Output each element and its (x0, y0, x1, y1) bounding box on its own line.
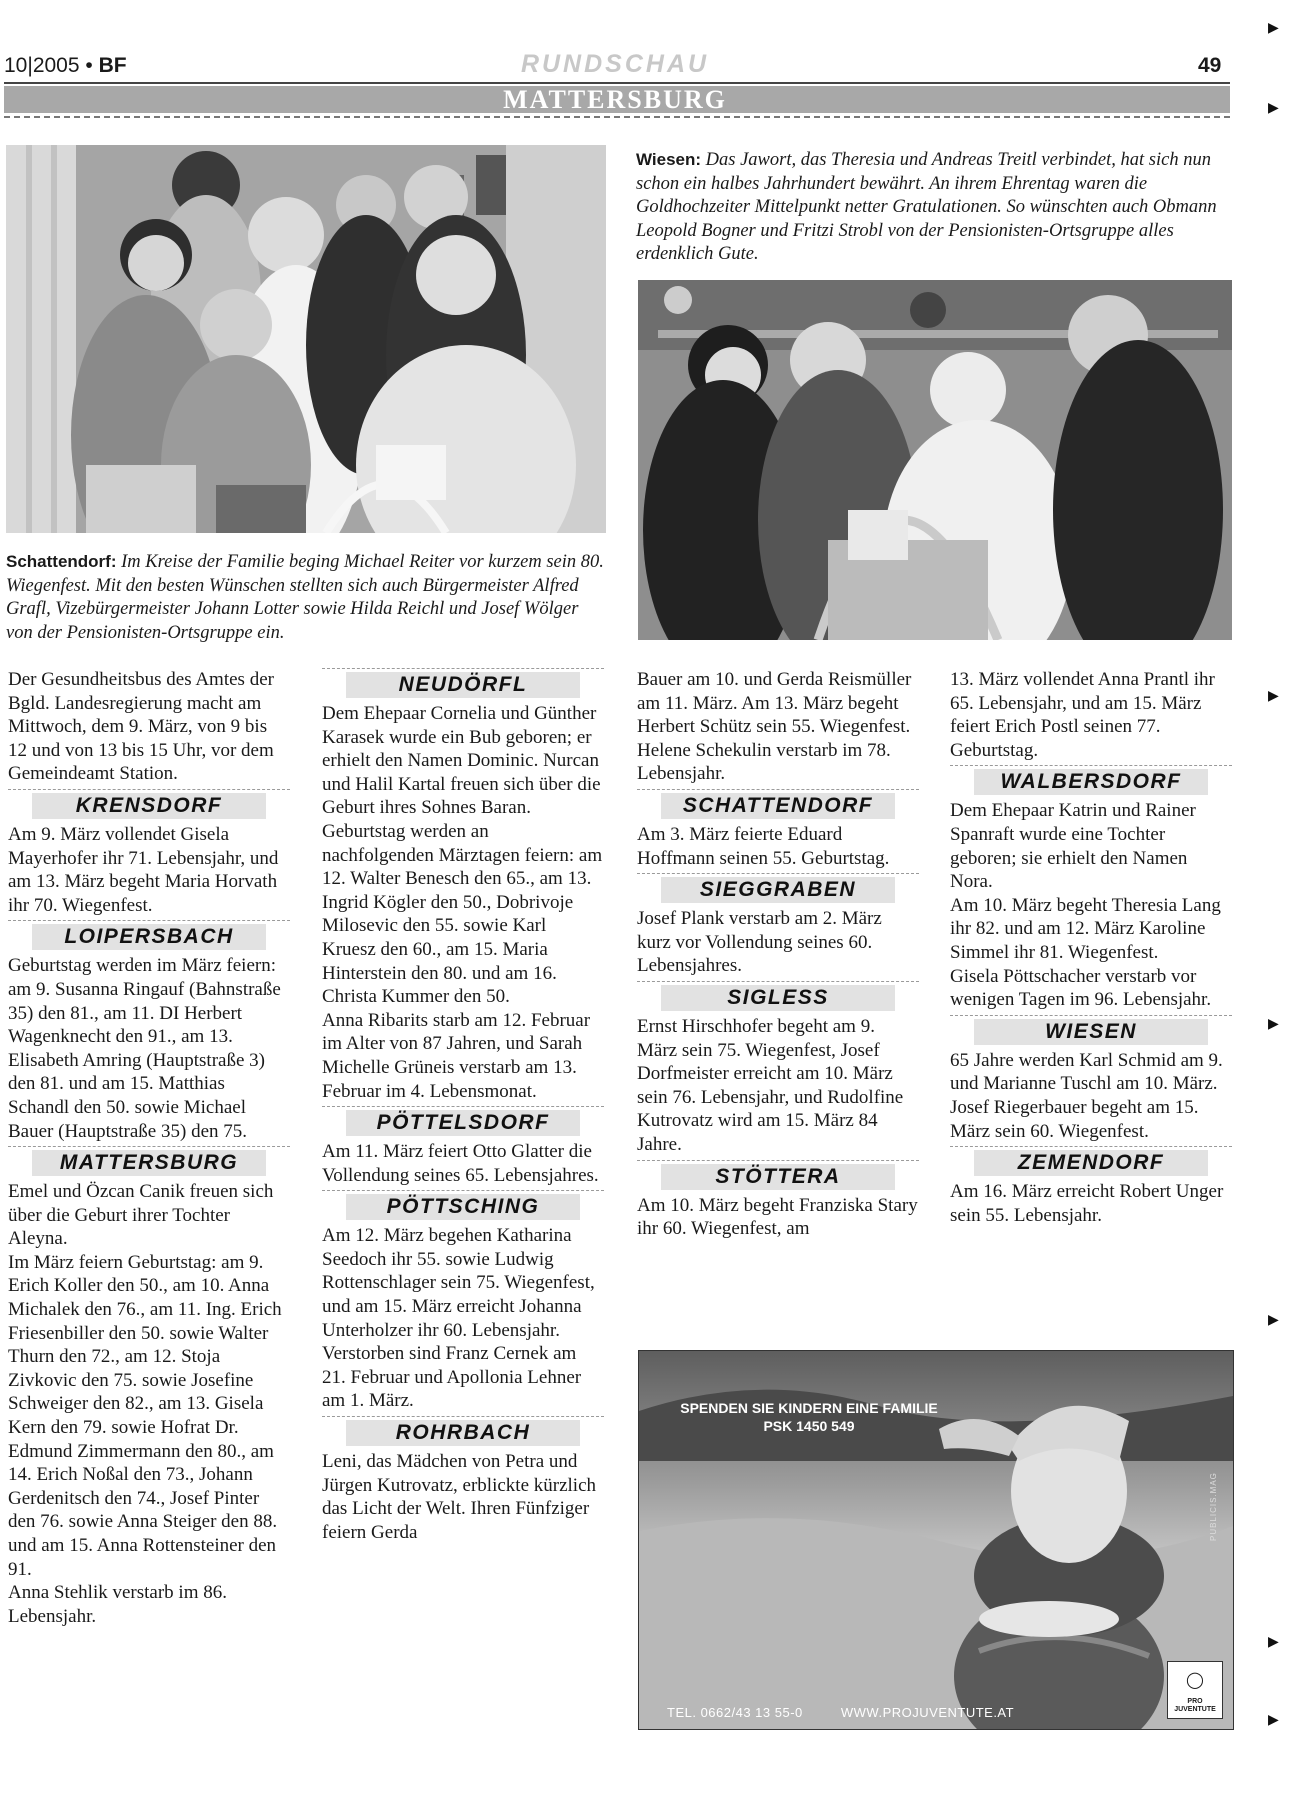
heading-loipersbach: LOIPERSBACH (8, 920, 290, 951)
header-rule (4, 82, 1230, 84)
page-number: 49 (1198, 54, 1222, 77)
article-stoettera-cont: 13. März vollendet Anna Prantl ihr 65. Lebensjahr, und am 15. März feiert Erich Postl seinen 77. Geburtstag. (950, 669, 1215, 761)
heading-wiesen: WIESEN (950, 1015, 1232, 1046)
photo-schattendorf-family (6, 145, 606, 533)
registration-mark-icon: ▶ (1268, 100, 1279, 116)
column-2 (322, 668, 604, 1544)
column-3 (637, 668, 919, 1241)
article-wiesen: 65 Jahre werden Karl Schmid am 9. und Marianne Tuschl am 10. März. Josef Riegerbauer begeht am 15. März sein 60. Wiegenfest. (950, 1049, 1223, 1142)
article-poettelsdorf: Am 11. März feiert Otto Glatter die Vollendung seines 65. Lebensjahres. (322, 1141, 599, 1186)
heading-rohrbach: ROHRBACH (322, 1416, 604, 1447)
heading-poettelsdorf: PÖTTELSDORF (322, 1106, 604, 1137)
article-loipersbach: Geburtstag werden im März feiern: am 9. Susanna Ringauf (Bahnstraße 35) den 81., am 11. DI Herbert Wagenknecht den 91., am 13. Elisabeth Amring (Hauptstraße 3) den 81. und am 15. Matthias Schandl den 50. sowie Michael Bauer (Hauptstraße 35) den 75. (8, 955, 281, 1142)
article-neudoerfl-p1: Dem Ehepaar Cornelia und Günther Karasek wurde ein Bub geboren; er erhielt den Namen Dominic. Nurcan und Halil Kartal freuen sich über die Geburt ihres Sohnes Baran. (322, 703, 601, 819)
article-schattendorf: Am 3. März feierte Eduard Hoffmann seinen 55. Geburtstag. (637, 823, 890, 869)
article-zemendorf: Am 16. März erreicht Robert Unger sein 55. Lebensjahr. (950, 1181, 1224, 1226)
ad-phone: TEL. 0662/43 13 55-0 (667, 1705, 803, 1720)
heading-schattendorf: SCHATTENDORF (637, 789, 919, 820)
heading-krensdorf: KRENSDORF (8, 789, 290, 820)
article-mattersburg-p2: Im März feiern Geburtstag: am 9. Erich Koller den 50., am 10. Anna Michalek den 76., am 11. Ing. Erich Friesenbiller den 50. sowie Walter Thurn den 72., am 12. Stoja Zivkovic den 75. sowie Josefine Schweiger den 82., am 13. Gisela Kern den 79. sowie Hofrat Dr. Edmund Zimmermann den 80., am 14. Erich Noßal den 73., Johann Gerdenitsch den 74., Josef Pinter den 76. sowie Anna Steiger den 88. und am 15. Anna Rottensteiner den 91. (8, 1251, 282, 1580)
article-mattersburg-p3: Anna Stehlik verstarb im 86. Lebensjahr. (8, 1582, 227, 1627)
publication-name: BF (98, 54, 127, 77)
article-walbersdorf-p2: Am 10. März begeht Theresia Lang ihr 82. und am 12. März Karoline Simmel ihr 81. Wiegenfest. (950, 894, 1221, 963)
pro-juventute-logo: ◯ PRO JUVENTUTE (1167, 1661, 1223, 1719)
article-rohrbach-cont-p1: Bauer am 10. und Gerda Reismüller am 11. März. Am 13. März begeht Herbert Schütz sein 55. Wiegenfest. (637, 669, 912, 738)
heading-poettsching: PÖTTSCHING (322, 1190, 604, 1221)
ad-headline: SPENDEN SIE KINDERN EINE FAMILIE PSK 1450 549 (680, 1400, 938, 1434)
logo-icon: ◯ (1186, 1670, 1204, 1689)
caption-schattendorf: Schattendorf: Im Kreise der Familie beging Michael Reiter vor kurzem sein 80. Wiegenfest. Mit den besten Wünschen stellten sich auch Bürgermeister Alfred Grafl, Vizebürgermeister Johann Lotter sowie Hilda Reichl und Josef Wölger von der Pensionisten-Ortsgruppe ein. (6, 552, 604, 643)
rubric-title: RUNDSCHAU (520, 50, 710, 78)
article-poettsching-p2: Verstorben sind Franz Cernek am 21. Februar und Apollonia Lehner am 1. März. (322, 1343, 582, 1412)
heading-neudoerfl: NEUDÖRFL (322, 668, 604, 699)
heading-walbersdorf: WALBERSDORF (950, 765, 1232, 796)
article-neudoerfl-p2: Geburtstag werden an nachfolgenden Märztagen feiern: am 12. Walter Benesch den 65., am 13. Ingrid Kögler den 50., Dobrivoje Milosevic den 55. sowie Karl Kruesz den 60., am 15. Maria Hinterstein den 80. und am 16. Christa Kummer den 50. (322, 820, 603, 1008)
registration-mark-icon: ▶ (1268, 1634, 1279, 1650)
heading-mattersburg: MATTERSBURG (8, 1146, 290, 1177)
registration-mark-icon: ▶ (1268, 1016, 1279, 1032)
registration-mark-icon: ▶ (1268, 1712, 1279, 1728)
article-stoettera: Am 10. März begeht Franziska Stary ihr 60. Wiegenfest, am (637, 1194, 918, 1240)
ad-agency-credit: PUBLICIS.MAG (1209, 1472, 1218, 1541)
ad-website-link[interactable]: WWW.PROJUVENTUTE.AT (840, 1705, 1015, 1720)
article-neudoerfl-p3: Anna Ribarits starb am 12. Februar im Alter von 87 Jahren, und Sarah Michelle Grüneis verstarb am 13. Februar im 4. Lebensmonat. (322, 1009, 591, 1102)
pro-juventute-advertisement[interactable] (638, 1350, 1234, 1730)
article-krensdorf: Am 9. März vollendet Gisela Mayerhofer ihr 71. Lebensjahr, und am 13. März begeht Maria Horvath ihr 70. Wiegenfest. (8, 823, 279, 916)
issue-number: 10|2005 • BF (4, 54, 127, 77)
article-sigless: Ernst Hirschhofer begeht am 9. März sein 75. Wiegenfest, Josef Dorfmeister erreicht am 10. März sein 76. Lebensjahr, und Rudolfine Kutrovatz wird am 15. März 84 Jahre. (637, 1015, 904, 1155)
article-mattersburg-p1: Emel und Özcan Canik freuen sich über die Geburt ihrer Tochter Aleyna. (8, 1181, 274, 1250)
article-rohrbach-cont-p2: Helene Schekulin verstarb im 78. Lebensjahr. (637, 739, 891, 785)
registration-mark-icon: ▶ (1268, 1312, 1279, 1328)
ad-contact (667, 1705, 1048, 1720)
dashed-rule (4, 116, 1230, 118)
heading-zemendorf: ZEMENDORF (950, 1146, 1232, 1177)
article-intro: Der Gesundheitsbus des Amtes der Bgld. Landesregierung macht am Mittwoch, dem 9. März, von 9 bis 12 und von 13 bis 15 Uhr, vor dem Gemeindeamt Station. (8, 669, 274, 785)
column-4 (950, 668, 1232, 1227)
registration-mark-icon: ▶ (1268, 688, 1279, 704)
article-walbersdorf-p1: Dem Ehepaar Katrin und Rainer Spanraft wurde eine Tochter geboren; sie erhielt den Namen Nora. (950, 800, 1196, 893)
heading-stoettera: STÖTTERA (637, 1160, 919, 1191)
article-rohrbach: Leni, das Mädchen von Petra und Jürgen Kutrovatz, erblickte kürzlich das Licht der Welt. Ihren Fünfziger feiern Gerda (322, 1451, 596, 1543)
section-title: MATTERSBURG (503, 85, 727, 114)
registration-mark-icon: ▶ (1268, 20, 1279, 36)
article-poettsching-p1: Am 12. März begehen Katharina Seedoch ihr 55. sowie Ludwig Rottenschlager sein 75. Wiegenfest, und am 15. März erreicht Johanna Unterholzer ihr 60. Lebensjahr. (322, 1225, 595, 1341)
heading-sigless: SIGLESS (637, 981, 919, 1012)
heading-sieggraben: SIEGGRABEN (637, 873, 919, 904)
caption-wiesen: Wiesen: Das Jawort, das Theresia und Andreas Treitl verbindet, hat sich nun schon ein halbes Jahrhundert bewährt. An ihrem Ehrentag waren die Goldhochzeiter Mittelpunkt netter Gratulationen. So wünschten auch Obmann Leopold Bogner und Fritzi Strobl von der Pensionisten-Ortsgruppe alles erdenklich Gute. (636, 150, 1217, 264)
article-walbersdorf-p3: Gisela Pöttschacher verstarb vor wenigen Tagen im 96. Lebensjahr. (950, 965, 1212, 1011)
article-sieggraben: Josef Plank verstarb am 2. März kurz vor Vollendung seines 60. Lebensjahres. (637, 908, 882, 977)
photo-wiesen-golden-wedding (638, 280, 1232, 640)
column-1 (8, 668, 290, 1628)
